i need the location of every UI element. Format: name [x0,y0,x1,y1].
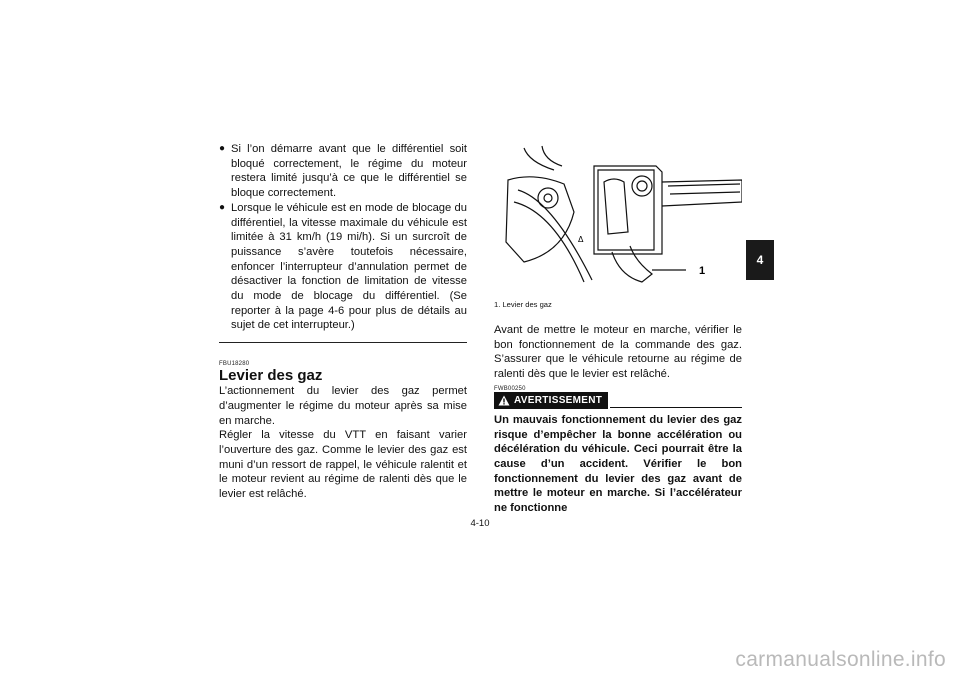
bullet-icon: ● [219,143,226,154]
warning-header [494,392,742,409]
warning-label: AVERTISSEMENT [514,394,603,406]
paragraph: Avant de mettre le moteur en marche, vérifier le bon fonctionnement de la commande des gaz. S’assurer que le véhicule retourne au régime de ralenti dès que le levier est relâché. [494,324,742,381]
warning-text: Un mauvais fonctionnement du levier des gaz risque d’empêcher la bonne accélération ou décélération du véhicule. Ceci pourrait être la cause d’un accident. Vérifier le bon fonctionnement du levier des gaz avant de mettre le moteur en marche. Si l’accélérateur ne fonctionne [494,413,742,515]
watermark: carmanualsonline.info [735,648,946,671]
paragraph: L’actionnement du levier des gaz permet d’augmenter le régime du moteur après sa mise en marche. [219,385,467,427]
warning-code: FWB00250 [494,385,526,392]
warning-badge [494,392,608,409]
throttle-lever-illustration [494,142,742,292]
bullet-list [219,142,467,333]
section-divider [219,342,467,343]
warning-rule [610,392,742,408]
chapter-tab: 4 [746,240,774,280]
bullet-text: Si l’on démarre avant que le différentiel soit bloqué correctement, le régime du moteur restera limité jusqu’à ce que le différentiel se bloque correctement. [231,143,467,200]
section-code: FBU18280 [219,361,250,368]
section-title: Levier des gaz [219,367,323,385]
figure-caption: 1. Levier des gaz [494,300,552,309]
left-column [219,142,467,502]
figure-callout: 1 [699,265,706,277]
warning-triangle-icon [498,395,510,406]
bullet-icon: ● [219,201,226,213]
bullet-text: Lorsque le véhicule est en mode de blocage du différentiel, la vitesse maximale du véhicule est limitée à 31 km/h (19 mi/h). Si un surcroît de puissance s’avère toutefois nécessaire, enfoncer l’interrupteur d’annulation permet de désactiver la fonction de limitation de vitesse du mode de blocage du différentiel. (Se reporter à la page 4-6 pour plus de détails au sujet de cet interrupteur.) [231,201,467,332]
bullet-item [219,142,467,201]
paragraph: Régler la vitesse du VTT en faisant varier l’ouverture des gaz. Comme le levier des gaz est muni d’un ressort de rappel, le véhicule ralentit et le moteur revient au régime de ralenti dès que le levier est relâché. [219,429,467,501]
right-column [494,142,742,516]
page-number: 4-10 [470,518,490,529]
throttle-lever-drawing [494,142,742,292]
bullet-item [219,201,467,333]
svg-text:Δ: Δ [578,235,584,244]
